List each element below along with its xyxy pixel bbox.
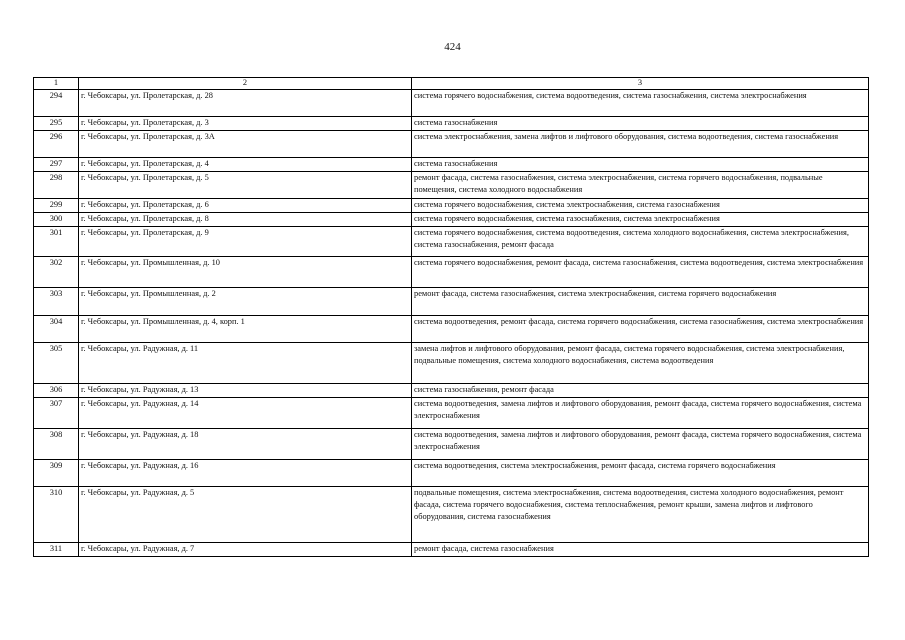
row-number-cell: 298: [34, 172, 79, 199]
row-number-cell: 305: [34, 343, 79, 384]
works-cell: система горячего водоснабжения, система водоотведения, система холодного водоснабжения, система электроснабжения, система газоснабжения, ремонт фасада: [412, 227, 869, 257]
row-number-cell: 294: [34, 90, 79, 117]
column-header-2: 2: [79, 78, 412, 90]
row-number-cell: 308: [34, 429, 79, 460]
works-cell: система горячего водоснабжения, система водоотведения, система газоснабжения, система электроснабжения: [412, 90, 869, 117]
table-row: [34, 257, 869, 288]
works-cell: система горячего водоснабжения, система газоснабжения, система электроснабжения: [412, 213, 869, 227]
works-cell: система горячего водоснабжения, ремонт фасада, система газоснабжения, система водоотведения, система электроснабжения: [412, 257, 869, 288]
works-cell: замена лифтов и лифтового оборудования, ремонт фасада, система горячего водоснабжения, система электроснабжения, подвальные помещения, система холодного водоснабжения, система водоотведения: [412, 343, 869, 384]
row-number-cell: 303: [34, 288, 79, 316]
table-header-row: [34, 78, 869, 90]
row-number-cell: 304: [34, 316, 79, 343]
row-number-cell: 310: [34, 487, 79, 543]
table-body: [34, 90, 869, 557]
table-row: [34, 398, 869, 429]
row-number-cell: 296: [34, 131, 79, 158]
page-number: 424: [444, 41, 461, 53]
table-row: [34, 487, 869, 543]
works-cell: система водоотведения, замена лифтов и лифтового оборудования, ремонт фасада, система горячего водоснабжения, система электроснабжения: [412, 429, 869, 460]
row-number-cell: 306: [34, 384, 79, 398]
works-cell: система газоснабжения, ремонт фасада: [412, 384, 869, 398]
address-cell: г. Чебоксары, ул. Радужная, д. 5: [79, 487, 412, 543]
column-header-3: 3: [412, 78, 869, 90]
address-cell: г. Чебоксары, ул. Пролетарская, д. 3: [79, 117, 412, 131]
table-row: [34, 117, 869, 131]
table-row: [34, 288, 869, 316]
address-cell: г. Чебоксары, ул. Пролетарская, д. 6: [79, 199, 412, 213]
table-row: [34, 460, 869, 487]
table-row: [34, 172, 869, 199]
works-cell: ремонт фасада, система газоснабжения: [412, 543, 869, 557]
row-number-cell: 309: [34, 460, 79, 487]
address-cell: г. Чебоксары, ул. Радужная, д. 14: [79, 398, 412, 429]
row-number-cell: 299: [34, 199, 79, 213]
address-cell: г. Чебоксары, ул. Радужная, д. 18: [79, 429, 412, 460]
address-cell: г. Чебоксары, ул. Пролетарская, д. 4: [79, 158, 412, 172]
works-cell: система газоснабжения: [412, 117, 869, 131]
address-cell: г. Чебоксары, ул. Пролетарская, д. 3А: [79, 131, 412, 158]
table-row: [34, 429, 869, 460]
works-cell: система электроснабжения, замена лифтов и лифтового оборудования, система водоотведения, система газоснабжения: [412, 131, 869, 158]
table-row: [34, 158, 869, 172]
address-cell: г. Чебоксары, ул. Пролетарская, д. 5: [79, 172, 412, 199]
works-cell: подвальные помещения, система электроснабжения, система водоотведения, система холодного водоснабжения, ремонт фасада, система горячего водоснабжения, система теплоснабжения, ремонт крыши, замена лифтов и лифтового оборудования, система газоснабжения: [412, 487, 869, 543]
address-cell: г. Чебоксары, ул. Радужная, д. 11: [79, 343, 412, 384]
row-number-cell: 295: [34, 117, 79, 131]
table-row: [34, 343, 869, 384]
table-row: [34, 213, 869, 227]
address-cell: г. Чебоксары, ул. Радужная, д. 7: [79, 543, 412, 557]
table-row: [34, 199, 869, 213]
row-number-cell: 300: [34, 213, 79, 227]
row-number-cell: 301: [34, 227, 79, 257]
works-cell: ремонт фасада, система газоснабжения, система электроснабжения, система горячего водоснабжения, подвальные помещения, система холодного водоснабжения: [412, 172, 869, 199]
table-row: [34, 90, 869, 117]
address-cell: г. Чебоксары, ул. Пролетарская, д. 9: [79, 227, 412, 257]
works-cell: ремонт фасада, система газоснабжения, система электроснабжения, система горячего водоснабжения: [412, 288, 869, 316]
row-number-cell: 307: [34, 398, 79, 429]
row-number-cell: 302: [34, 257, 79, 288]
address-cell: г. Чебоксары, ул. Промышленная, д. 2: [79, 288, 412, 316]
column-header-1: 1: [34, 78, 79, 90]
table-row: [34, 131, 869, 158]
registry-table: [33, 77, 869, 557]
works-cell: система водоотведения, ремонт фасада, система горячего водоснабжения, система газоснабжения, система электроснабжения: [412, 316, 869, 343]
row-number-cell: 311: [34, 543, 79, 557]
works-cell: система горячего водоснабжения, система электроснабжения, система газоснабжения: [412, 199, 869, 213]
table-row: [34, 227, 869, 257]
works-cell: система газоснабжения: [412, 158, 869, 172]
address-cell: г. Чебоксары, ул. Пролетарская, д. 8: [79, 213, 412, 227]
table-row: [34, 316, 869, 343]
table-row: [34, 384, 869, 398]
table-row: [34, 543, 869, 557]
works-cell: система водоотведения, замена лифтов и лифтового оборудования, ремонт фасада, система горячего водоснабжения, система электроснабжения: [412, 398, 869, 429]
address-cell: г. Чебоксары, ул. Пролетарская, д. 28: [79, 90, 412, 117]
row-number-cell: 297: [34, 158, 79, 172]
address-cell: г. Чебоксары, ул. Радужная, д. 16: [79, 460, 412, 487]
address-cell: г. Чебоксары, ул. Промышленная, д. 4, корп. 1: [79, 316, 412, 343]
works-cell: система водоотведения, система электроснабжения, ремонт фасада, система горячего водоснабжения: [412, 460, 869, 487]
address-cell: г. Чебоксары, ул. Радужная, д. 13: [79, 384, 412, 398]
address-cell: г. Чебоксары, ул. Промышленная, д. 10: [79, 257, 412, 288]
